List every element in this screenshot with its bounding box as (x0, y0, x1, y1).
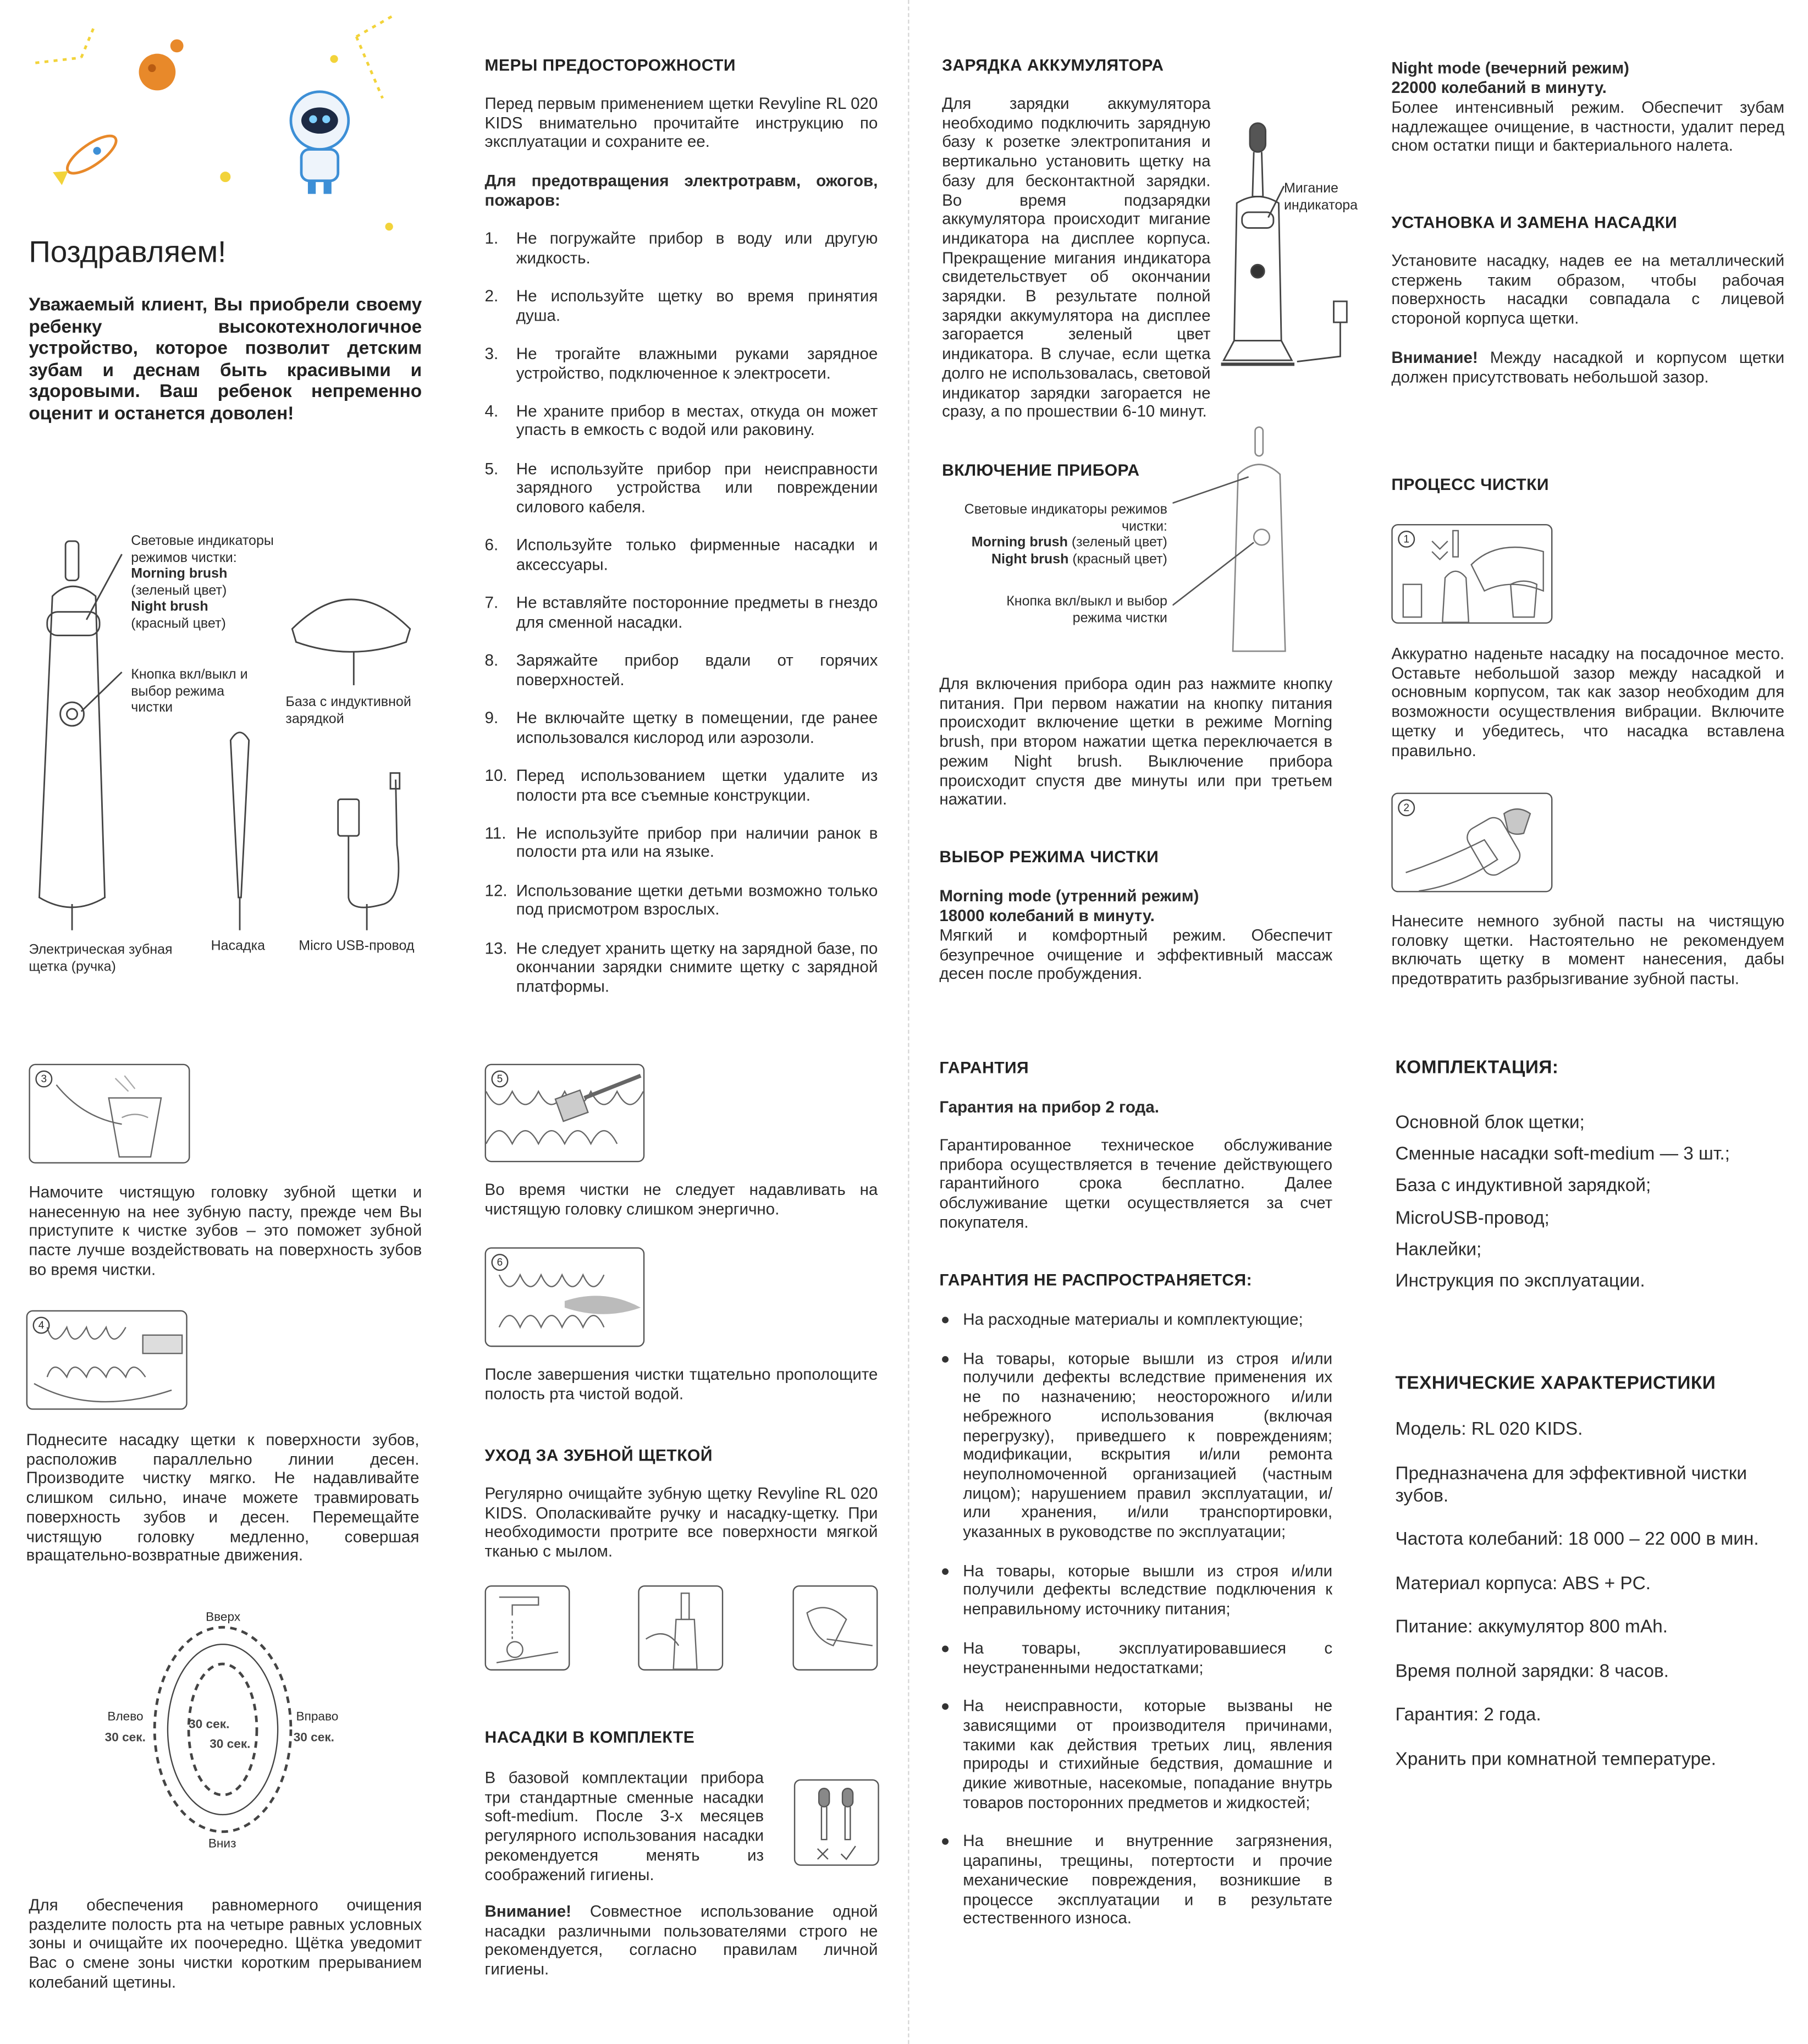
install-heading: УСТАНОВКА И ЗАМЕНА НАСАДКИ (1391, 213, 1678, 232)
warranty-heading: ГАРАНТИЯ (939, 1059, 1029, 1077)
step-4-illustration (26, 1310, 188, 1410)
zone-right-time: 30 сек. (293, 1731, 334, 1745)
zone-down-label: Вниз (208, 1837, 236, 1852)
kit-heading: КОМПЛЕКТАЦИЯ: (1395, 1056, 1559, 1077)
power-button-label: Кнопка вкл/выкл и выбор режима чистки (1006, 593, 1167, 626)
step-1-illustration (1391, 524, 1552, 624)
spec-item: Питание: аккумулятор 800 mAh. (1395, 1615, 1668, 1637)
precaution-item (485, 536, 878, 575)
power-heading: ВКЛЮЧЕНИЕ ПРИБОРА (942, 461, 1140, 480)
step-1-text: Аккуратно наденьте насадку на посадочное место. Оставьте небольшой зазор между насадкой и основным корпусом, так как зазор необходим для возможности осуществления вибрации. Включите щетку и убедитесь, что насадка вставлена правильно. (1391, 644, 1785, 759)
item-number: 8. (484, 651, 499, 670)
precaution-item (485, 402, 878, 440)
exclusions-list (939, 1310, 1332, 1948)
step-6-text: После завершения чистки тщательно прополощите полость рта чистой водой. (484, 1365, 878, 1403)
item-text: Использование щетки детьми возможно только под присмотром взрослых. (516, 881, 878, 919)
care-wipe-illustration (792, 1585, 878, 1671)
precaution-item (485, 939, 878, 996)
item-number: 3. (484, 344, 499, 363)
base-label: База с индуктивной зарядкой (285, 694, 411, 727)
step-2-illustration (1391, 792, 1552, 892)
kit-item: Инструкция по эксплуатации. (1395, 1269, 1645, 1291)
attention-label: Внимание! (1391, 348, 1478, 367)
intro-paragraph: Уважаемый клиент, Вы приобрели своему ребенку высокотехнологичное устройство, которое позволит детским зубам и деснам быть красивыми и здоровыми. Ваш ребенок непременно оценит и останется доволен! (29, 293, 422, 423)
item-number: 12. (484, 881, 508, 900)
morning-brush-label: Morning brush (131, 566, 228, 582)
step-number: 6 (491, 1254, 508, 1271)
space-illustration (29, 0, 422, 236)
mode-heading: ВЫБОР РЕЖИМА ЧИСТКИ (939, 847, 1159, 866)
indicators-caption: Световые индикаторы режимов чистки: (131, 533, 274, 566)
exclusion-item: На товары, которые вышли из строя и/или получили дефекты вследствие применения их не по назначению; неосторожного и/или небрежного использования (включая перегрузку), приведшего к повреждениям; модификации, вскрытия и/или ремонта неуполномоченной организацией (частным лицом); нарушением правил эксплуатации, и/или хранения, и/или транспортировки, указанных в руководстве по эксплуатации; (939, 1349, 1332, 1541)
precaution-item (485, 881, 878, 920)
step-4-text: Поднесите насадку щетки к поверхности зубов, расположив параллельно линии десен. Производите чистку мягко. Не надавливайте слишком сильно, иначе можете травмировать поверхность зубов и десен. Перемещайте чистящую головку медленно, совершая вращательно-возвратные движения. (26, 1430, 420, 1565)
kit-item: MicroUSB-провод; (1395, 1206, 1550, 1227)
spec-item: Предназначена для эффективной чистки зубов. (1395, 1461, 1747, 1505)
item-text: Используйте только фирменные насадки и аксессуары. (516, 536, 878, 574)
step-3-text: Намочите чистящую головку зубной щетки и нанесенную на нее зубную пасту, прежде чем Вы приступите к чистке зубов – это поможет зубной пасте лучше воздействовать на поверхность зубов во время чистки. (29, 1183, 422, 1279)
congrats-title: Поздравляем! (29, 234, 227, 269)
zone-inner-top-time: 30 сек. (189, 1717, 230, 1732)
power-indicators-label (943, 502, 1167, 568)
zone-left-label: Влево (107, 1710, 144, 1725)
blink-label: Мигание индикатора (1283, 180, 1358, 213)
precautions-warning: Для предотвращения электротравм, ожогов, пожаров: (484, 172, 878, 210)
kit-item: Основной блок щетки; (1395, 1111, 1585, 1132)
heads-text: В базовой комплектации прибора три стандартные сменные насадки soft-medium. После 3-х месяцев регулярного использования насадки рекомендуется менять из соображений гигиены. (484, 1768, 764, 1884)
item-number: 9. (484, 708, 499, 728)
care-brush-cleaning-illustration (638, 1585, 723, 1671)
charging-brush-illustration (1219, 118, 1363, 380)
zone-inner-bottom-time: 30 сек. (210, 1737, 251, 1752)
step-number: 4 (33, 1317, 50, 1334)
item-text: Не включайте щетку в помещении, где ранее использовался кислород или аэрозоли. (516, 708, 878, 747)
step-number: 5 (491, 1071, 508, 1088)
zone-left-time: 30 сек. (104, 1731, 146, 1745)
precaution-item (485, 594, 878, 632)
brush-heads-illustration (794, 1779, 879, 1866)
attention-label: Внимание! (484, 1902, 571, 1921)
precaution-item (485, 459, 878, 517)
precaution-item (485, 766, 878, 805)
care-heading: УХОД ЗА ЗУБНОЙ ЩЕТКОЙ (484, 1446, 713, 1465)
head-label: Насадка (211, 938, 266, 954)
power-morning-color: (зеленый цвет) (1067, 535, 1167, 550)
item-text: Не погружайте прибор в воду или другую жидкость. (516, 229, 878, 267)
kit-item: Сменные насадки soft-medium — 3 шт.; (1395, 1143, 1730, 1164)
precaution-item (485, 344, 878, 383)
morning-mode-title: Morning mode (утренний режим) (939, 887, 1199, 906)
item-text: Не используйте прибор при неисправности зарядного устройства или повреждении силового кабеля. (516, 459, 878, 516)
install-text: Установите насадку, надев ее на металлический стержень таким образом, чтобы рабочая поверхность насадки совпадала с лицевой стороной корпуса щетки. (1391, 251, 1785, 328)
step-number: 1 (1398, 531, 1415, 548)
night-mode-frequency: 22000 колебаний в минуту. (1391, 78, 1607, 97)
heads-heading: НАСАДКИ В КОМПЛЕКТЕ (484, 1728, 695, 1747)
night-color-label: (красный цвет) (131, 615, 226, 631)
charging-text: Для зарядки аккумулятора необходимо подключить зарядную базу к розетке электропитания и вертикально установить щетку на базу для бесконтактной зарядки. Во время подзарядки аккумулятора происходит мигание индикатора на дисплее корпуса. Прекращение мигания индикатора свидетельствует об окончании зарядки. В результате полной зарядки аккумулятора на дисплее загорается зеленый цвет индикатора. В случае, если щетка долго не использовалась, световой индикатор зарядки загорается не сразу, а по прошествии 6-10 минут. (942, 94, 1211, 421)
specs-list (1395, 1418, 1788, 1791)
spec-item: Материал корпуса: ABS + PC. (1395, 1571, 1651, 1593)
item-text: Перед использованием щетки удалите из полости рта все съемные конструкции. (516, 766, 878, 804)
step-number: 2 (1398, 799, 1415, 816)
item-number: 4. (484, 401, 499, 421)
install-attention (1391, 349, 1784, 387)
process-heading: ПРОЦЕСС ЧИСТКИ (1391, 475, 1549, 494)
precaution-item (485, 709, 878, 747)
item-text: Не храните прибор в местах, откуда он может упасть в емкость с водой или раковину. (516, 401, 878, 440)
exclusion-item: На неисправности, которые вызваны не зависящими от производителя причинами, такими как действия третьих лиц, явления природы и стихийные бедствия, домашние и дикие животные, насекомые, попадание внутрь товаров посторонних предметов и жидкостей; (939, 1697, 1332, 1812)
item-number: 6. (484, 536, 499, 555)
item-number: 7. (484, 593, 499, 613)
item-number: 13. (484, 939, 508, 957)
button-label: Кнопка вкл/выкл и выбор режима чистки (131, 666, 248, 715)
precaution-item (485, 824, 878, 862)
item-text: Не трогайте влажными руками зарядное устройство, подключенное к электросети. (516, 344, 878, 382)
step-2-text: Нанесите немного зубной пасты на чистящую головку щетки. Настоятельно не рекомендуем включать щетку в момент нанесения, дабы предотвратить разбрызгивание зубной пасты. (1391, 912, 1785, 988)
exclusions-heading: ГАРАНТИЯ НЕ РАСПРОСТРАНЯЕТСЯ: (939, 1271, 1253, 1290)
indicators-label (131, 533, 301, 632)
fold-line (908, 0, 909, 2044)
power-night-color: (красный цвет) (1068, 550, 1167, 567)
item-text: Не используйте щетку во время принятия душа. (516, 287, 878, 324)
exclusion-item: На товары, которые вышли из строя и/или получили дефекты вследствие подключения к неправильному источнику питания; (939, 1561, 1332, 1619)
spec-item: Гарантия: 2 года. (1395, 1703, 1541, 1725)
spec-item: Модель: RL 020 KIDS. (1395, 1417, 1583, 1439)
item-number: 11. (484, 824, 506, 842)
attention-text: Совместное использование одной насадки различными пользователями строго не рекомендуется, согласно правилам личной гигиены. (484, 1902, 878, 1979)
precaution-item (485, 287, 878, 326)
item-text: Не вставляйте посторонние предметы в гнездо для сменной насадки. (516, 593, 878, 632)
night-mode-text: Более интенсивный режим. Обеспечит зубам надлежащее очищение, в частности, удалит перед сном остатки пищи и бактериального налета. (1391, 98, 1785, 156)
power-night-label: Night brush (991, 550, 1069, 567)
care-text: Регулярно очищайте зубную щетку Revyline RL 020 KIDS. Ополаскивайте ручку и насадку-щетку. При необходимости протрите все поверхности мягкой тканью с мылом. (484, 1484, 878, 1561)
cable-label: Micro USB-провод (299, 938, 415, 954)
zone-right-label: Вправо (296, 1710, 339, 1725)
kit-list (1395, 1112, 1788, 1303)
step-6-illustration (485, 1247, 645, 1347)
item-number: 5. (484, 459, 499, 478)
kit-item: Наклейки; (1395, 1238, 1482, 1259)
exclusion-item: На товары, эксплуатировавшиеся с неустраненными недостатками; (939, 1639, 1332, 1677)
care-rinse-illustration (485, 1585, 570, 1671)
power-text: Для включения прибора один раз нажмите кнопку питания. При первом нажатии на кнопку питания происходит включение щетки в режиме Morning brush, при втором нажатии щетка переключается в режим Night brush. Выключение прибора происходит спустя две минуты или при третьем нажатии. (939, 675, 1333, 809)
precautions-heading: МЕРЫ ПРЕДОСТОРОЖНОСТИ (484, 56, 736, 75)
spec-item: Частота колебаний: 18 000 – 22 000 в мин. (1395, 1528, 1759, 1549)
heads-attention (485, 1903, 878, 1980)
warranty-text: Гарантированное техническое обслуживание прибора осуществляется в течение действующего гарантийного срока бесплатно. Далее обслуживание щетки осуществляется за счет покупателя. (939, 1136, 1333, 1232)
power-morning-label: Morning brush (971, 535, 1068, 550)
exclusion-item: На расходные материалы и комплектующие; (939, 1310, 1332, 1330)
precaution-item (485, 229, 878, 268)
item-text: Не используйте прибор при наличии ранок в полости рта или на языке. (516, 824, 878, 862)
item-number: 10. (484, 766, 508, 785)
precautions-list (485, 229, 878, 1016)
exclusion-item: На внешние и внутренние загрязнения, царапины, трещины, потертости и прочие механические повреждения, возникшие в процессе эксплуатации и в результате естественного износа. (939, 1832, 1332, 1929)
item-number: 1. (484, 229, 499, 248)
night-brush-label: Night brush (131, 598, 208, 615)
kit-item: База с индуктивной зарядкой; (1395, 1174, 1651, 1195)
warranty-term: Гарантия на прибор 2 года. (939, 1098, 1159, 1116)
step-number: 3 (35, 1071, 52, 1088)
power-brush-illustration (1172, 422, 1303, 658)
morning-color-label: (зеленый цвет) (131, 582, 227, 598)
morning-mode-text: Мягкий и комфортный режим. Обеспечит безупречное очищение и эффективный массаж десен после пробуждения. (939, 926, 1333, 983)
morning-mode-frequency: 18000 колебаний в минуту. (939, 906, 1155, 925)
step-5-illustration (485, 1064, 645, 1163)
attention-text: Между насадкой и корпусом щетки должен присутствовать небольшой зазор. (1391, 348, 1785, 387)
item-text: Заряжайте прибор вдали от горячих поверхностей. (516, 651, 878, 689)
item-number: 2. (484, 287, 499, 305)
spec-item: Хранить при комнатной температуре. (1395, 1747, 1716, 1768)
precaution-item (485, 651, 878, 690)
specs-heading: ТЕХНИЧЕСКИЕ ХАРАКТЕРИСТИКИ (1395, 1371, 1716, 1393)
zone-up-label: Вверх (206, 1610, 241, 1625)
handle-label: Электрическая зубная щетка (ручка) (29, 942, 173, 974)
step-3-illustration (29, 1064, 190, 1164)
power-indicators-caption: Световые индикаторы режимов чистки: (964, 502, 1167, 534)
charging-heading: ЗАРЯДКА АККУМУЛЯТОРА (942, 56, 1164, 75)
spec-item: Время полной зарядки: 8 часов. (1395, 1659, 1669, 1681)
item-text: Не следует хранить щетку на зарядной базе, по окончании зарядки снимите щетку с зарядной платформы. (516, 939, 878, 996)
precautions-intro: Перед первым применением щетки Revyline RL 020 KIDS внимательно прочитайте инструкцию по эксплуатации и сохраните ее. (484, 94, 878, 151)
step-5-text: Во время чистки не следует надавливать на чистящую головку слишком энергично. (484, 1180, 878, 1219)
night-mode-title: Night mode (вечерний режим) (1391, 59, 1629, 78)
zones-text: Для обеспечения равномерного очищения разделите полость рта на четыре равных условных зоны и очищайте их поочередно. Щётка уведомит Вас о смене зоны чистки коротким прерыванием колебаний щетины. (29, 1896, 422, 1992)
